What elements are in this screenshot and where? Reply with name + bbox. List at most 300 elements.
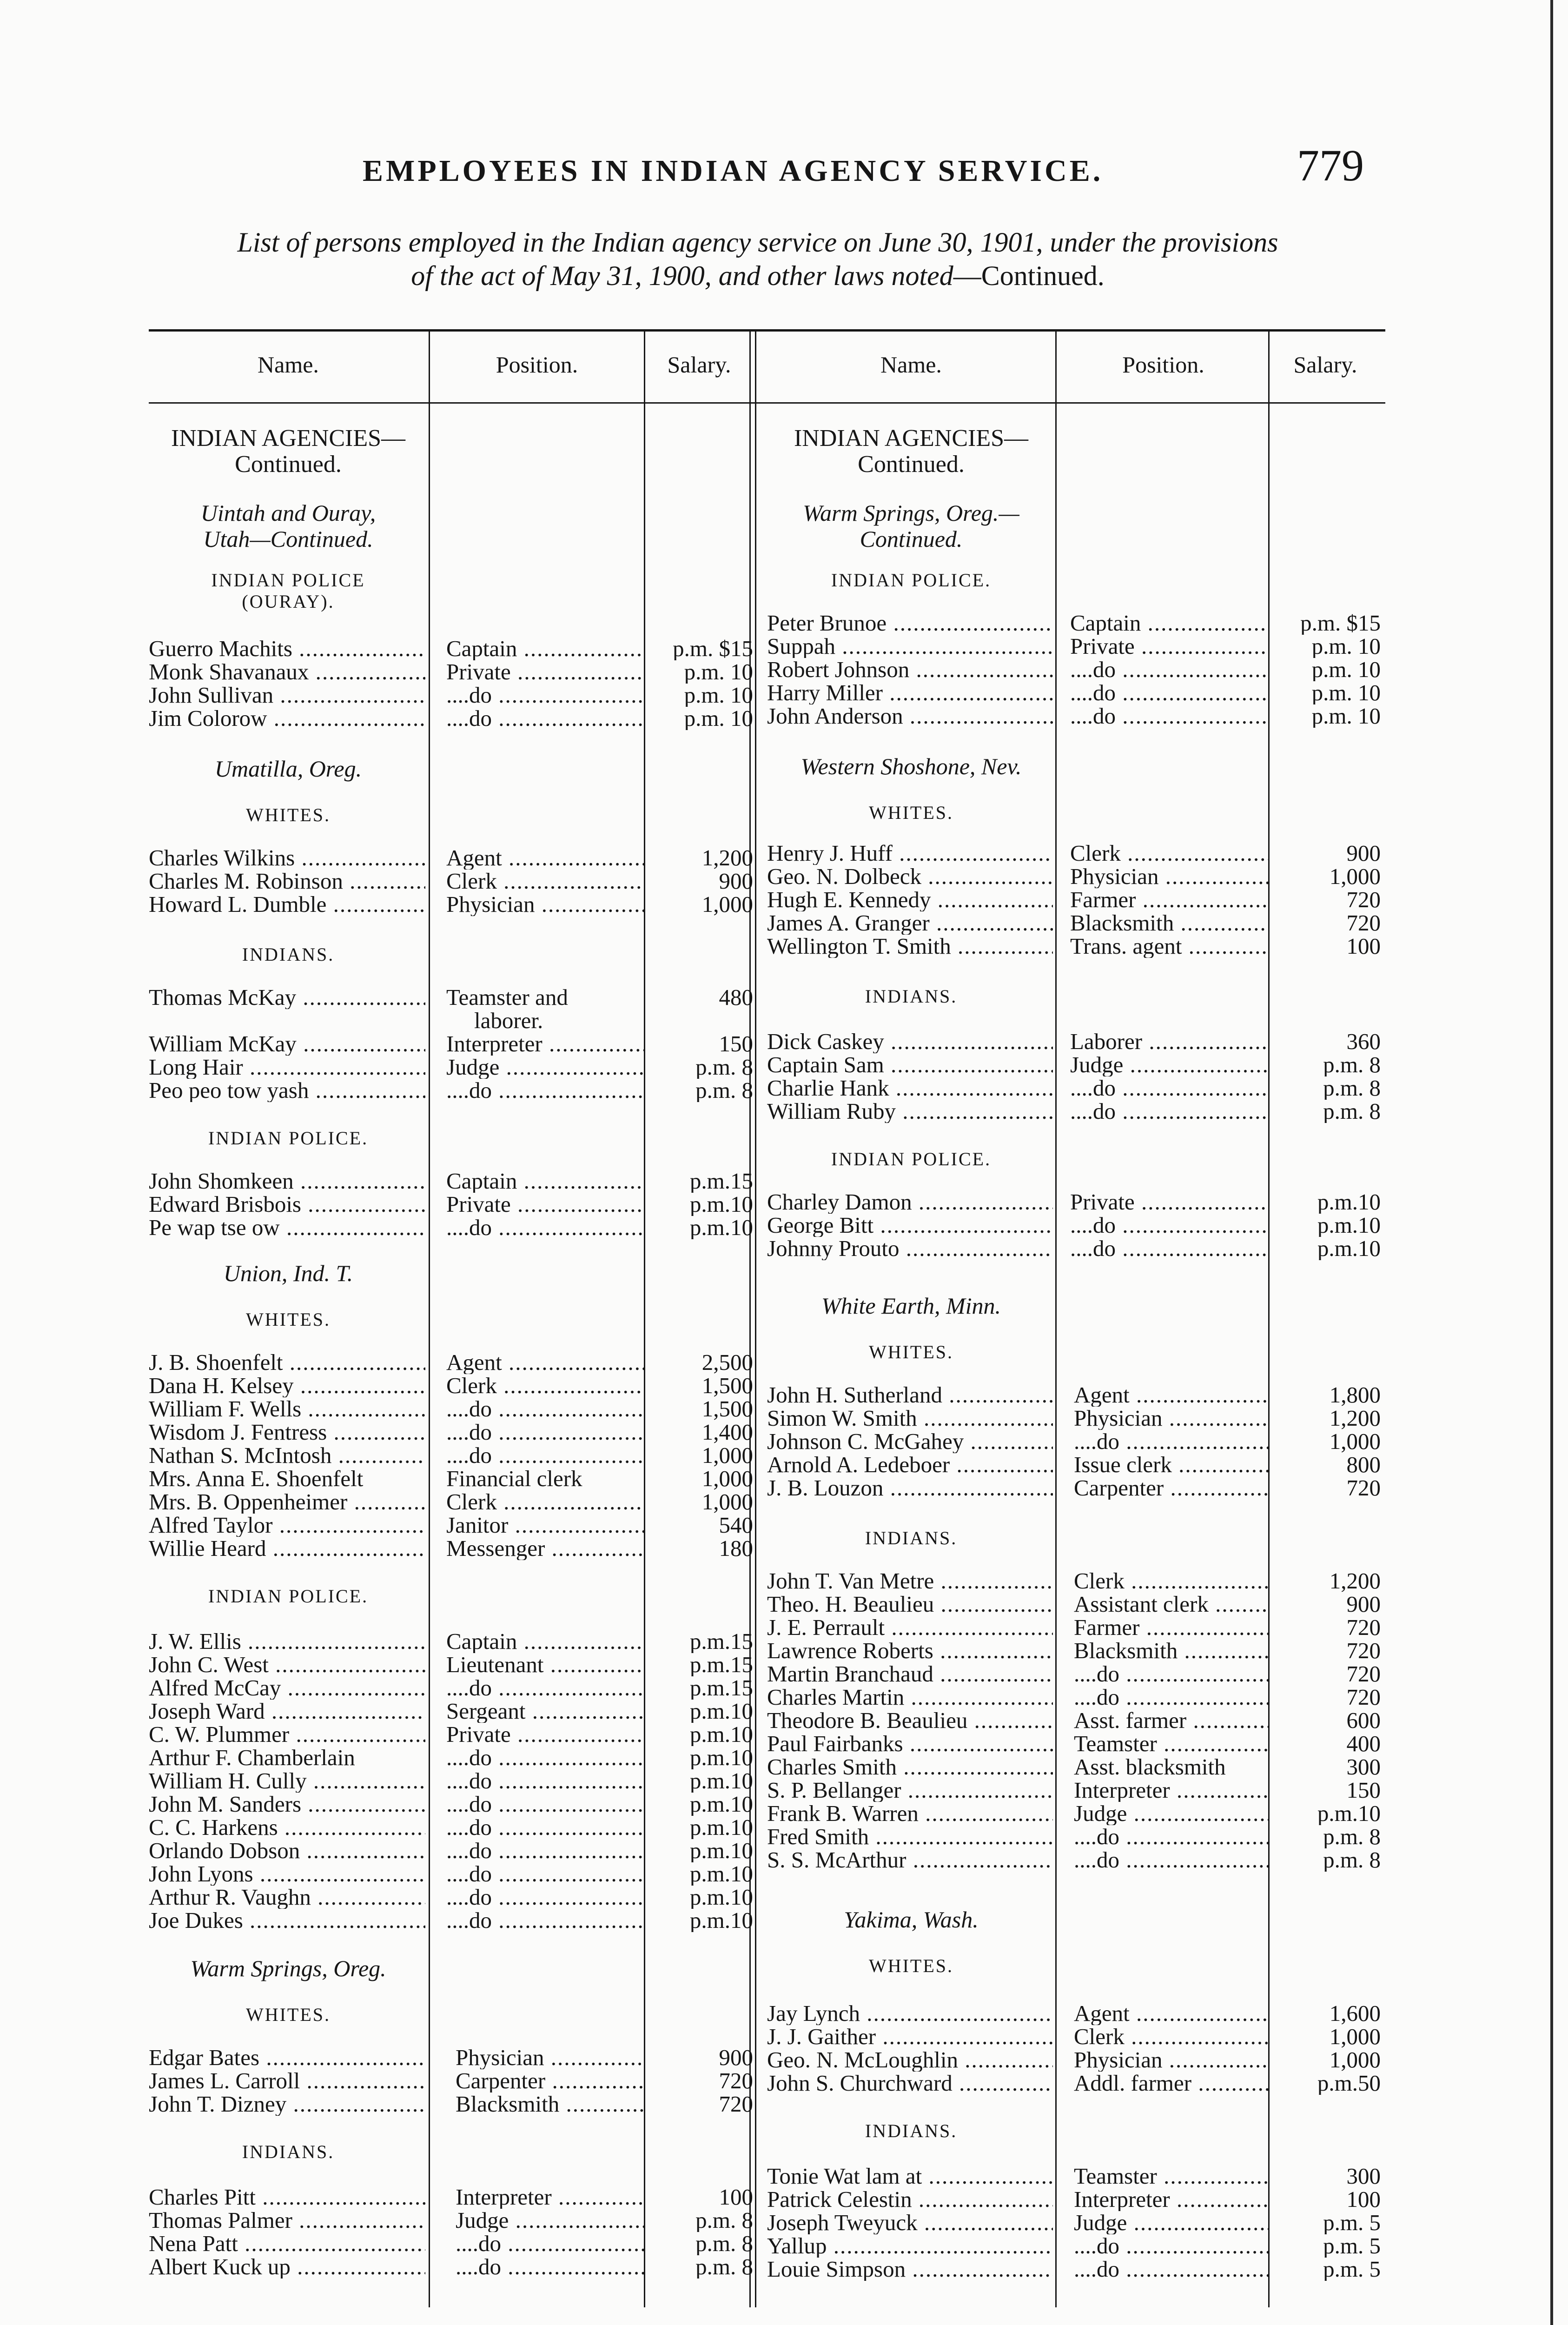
employee-name: Pe wap tse ow .....	[149, 1216, 425, 1239]
employee-salary: p.m.15	[689, 1169, 753, 1193]
employee-name: Charlie Hank .....	[767, 1076, 1053, 1100]
employee-position: ....do .....	[446, 1839, 644, 1862]
employee-name: Nena Patt .....	[149, 2232, 425, 2255]
employee-position: Blacksmith .....	[1070, 911, 1269, 935]
employee-name: Theodore B. Beaulieu .....	[767, 1709, 1053, 1732]
employee-position: ....do .....	[1074, 1430, 1269, 1453]
agency-heading-line-1: INDIAN AGENCIES—	[171, 425, 406, 452]
employee-salary: 1,000	[701, 1467, 753, 1490]
place-heading-yakima: Yakima, Wash.	[844, 1906, 979, 1933]
page-edge	[1550, 0, 1553, 2325]
employee-name: Johnny Prouto .....	[767, 1237, 1053, 1260]
employee-salary: 720	[1346, 1639, 1381, 1662]
employee-salary: p.m.10	[689, 1816, 753, 1839]
employee-position: ....do .....	[1070, 1076, 1269, 1100]
employee-name: Arnold A. Ledeboer .....	[767, 1453, 1053, 1476]
employee-salary: p.m.15	[689, 1630, 753, 1653]
employee-position: ....do .....	[446, 1444, 644, 1467]
employee-salary: 180	[719, 1537, 753, 1560]
header-position: Position.	[1122, 352, 1204, 378]
employee-name: Suppah .....	[767, 635, 1053, 658]
header-name: Name.	[880, 352, 942, 378]
employee-salary: 1,000	[1329, 2048, 1381, 2072]
employee-salary: p.m.15	[689, 1653, 753, 1676]
employee-salary: p.m.10	[689, 1769, 753, 1793]
column-divider-right	[755, 331, 756, 2307]
group-heading-whites: WHITES.	[245, 804, 331, 825]
employee-salary: 1,200	[1329, 1569, 1381, 1593]
employee-position: Captain .....	[446, 1169, 644, 1193]
employee-salary: 1,000	[701, 1444, 753, 1467]
employee-salary: 360	[1346, 1030, 1381, 1053]
employee-salary: 1,000	[1329, 2025, 1381, 2048]
employee-name: Frank B. Warren .....	[767, 1802, 1053, 1825]
employee-position: ....do .....	[1070, 1214, 1269, 1237]
employee-salary: p.m. $15	[1300, 611, 1381, 635]
employee-salary: 1,500	[701, 1397, 753, 1421]
employee-salary: 1,200	[1329, 1407, 1381, 1430]
employee-position: Teamster .....	[1074, 2165, 1269, 2188]
employee-position: Farmer .....	[1070, 888, 1269, 911]
employee-name: Joe Dukes .....	[149, 1909, 425, 1932]
employee-position: ....do .....	[1074, 1686, 1269, 1709]
employee-position: Private .....	[1070, 635, 1269, 658]
employee-position: ....do .....	[446, 684, 644, 707]
employee-name: Joseph Ward .....	[149, 1700, 425, 1723]
employee-position: ....do .....	[446, 1079, 644, 1102]
employee-position: Asst. farmer .....	[1074, 1709, 1269, 1732]
employee-position: ....do .....	[446, 1909, 644, 1932]
employee-position: Blacksmith .....	[456, 2092, 644, 2116]
employee-position: Private .....	[446, 1193, 644, 1216]
place-heading-union: Union, Ind. T.	[223, 1260, 353, 1286]
group-heading-indian-police: INDIAN POLICE.	[208, 1586, 369, 1607]
caption-line-2-italic: of the act of May 31, 1900, and other laws noted	[411, 260, 953, 291]
left-column	[149, 326, 753, 2306]
employee-position: Private .....	[446, 660, 644, 684]
employee-salary: p.m.50	[1317, 2072, 1381, 2095]
employee-salary: 1,000	[1329, 1430, 1381, 1453]
place-heading-western-shoshone: Western Shoshone, Nev.	[801, 753, 1022, 779]
employee-salary: p.m. 10	[1311, 704, 1381, 728]
employee-position: ....do .....	[446, 1816, 644, 1839]
employee-salary: p.m. 10	[684, 660, 753, 684]
employee-salary: p.m. 10	[684, 707, 753, 730]
employee-salary: 400	[1346, 1732, 1381, 1755]
employee-salary: p.m.10	[1317, 1237, 1381, 1260]
group-heading-indians: INDIANS.	[865, 2120, 958, 2141]
employee-name: James L. Carroll .....	[149, 2069, 425, 2092]
employee-salary: p.m. 8	[695, 2209, 753, 2232]
employee-position: Judge .....	[456, 2209, 644, 2232]
employee-position: ....do .....	[446, 1746, 644, 1769]
group-heading-indians: INDIANS.	[242, 944, 335, 965]
employee-position: Financial clerk	[446, 1467, 582, 1490]
employee-position: Lieutenant .....	[446, 1653, 644, 1676]
employee-salary: p.m. 8	[695, 1056, 753, 1079]
employee-name: John Sullivan .....	[149, 684, 425, 707]
employee-name: Alfred McCay .....	[149, 1676, 425, 1700]
employee-salary: p.m.15	[689, 1676, 753, 1700]
header-position: Position.	[496, 352, 578, 378]
employee-position: ....do .....	[1070, 681, 1269, 704]
employee-position: ....do .....	[446, 1676, 644, 1700]
employee-name: Wellington T. Smith .....	[767, 935, 1053, 958]
employee-position: Interpreter .....	[1074, 2188, 1269, 2211]
employee-name: Patrick Celestin .....	[767, 2188, 1053, 2211]
employee-name: John T. Van Metre .....	[767, 1569, 1053, 1593]
employee-name: Peo peo tow yash .....	[149, 1079, 425, 1102]
employee-position: ....do .....	[456, 2255, 644, 2278]
employee-name: Captain Sam .....	[767, 1053, 1053, 1076]
employee-salary: 900	[719, 2046, 753, 2069]
employee-position: Teamster and	[446, 986, 568, 1009]
employee-position: ....do .....	[446, 1862, 644, 1886]
employee-position: ....do .....	[1074, 1825, 1269, 1848]
caption-line-1: List of persons employed in the Indian agency service on June 30, 1901, under the provisions	[237, 227, 1278, 258]
employee-salary: 150	[719, 1032, 753, 1056]
employee-salary: p.m. 10	[1311, 681, 1381, 704]
employee-position: Carpenter .....	[456, 2069, 644, 2092]
employee-position: Physician .....	[1070, 865, 1269, 888]
employee-name: Charley Damon .....	[767, 1190, 1053, 1214]
employee-name: Charles Smith .....	[767, 1755, 1053, 1779]
employee-salary: 720	[1346, 1616, 1381, 1639]
employee-salary: 720	[1346, 1686, 1381, 1709]
header-salary: Salary.	[667, 352, 731, 378]
right-column	[767, 326, 1381, 2306]
agency-heading-line-2: Continued.	[858, 451, 965, 478]
employee-position: Messenger .....	[446, 1537, 644, 1560]
employee-salary: p.m.10	[689, 1886, 753, 1909]
group-heading-whites: WHITES.	[245, 1309, 331, 1330]
employee-name: Howard L. Dumble .....	[149, 893, 425, 916]
employee-position: Private .....	[1070, 1190, 1269, 1214]
employee-position: ....do .....	[446, 1421, 644, 1444]
employee-salary: 100	[1346, 2188, 1381, 2211]
employee-name: Alfred Taylor .....	[149, 1514, 425, 1537]
employee-position: ....do .....	[1074, 2258, 1269, 2281]
employee-position: Agent .....	[1074, 2002, 1269, 2025]
group-heading-whites: WHITES.	[868, 1342, 954, 1362]
employee-salary: p.m. 8	[1323, 1100, 1381, 1123]
employee-name: Willie Heard .....	[149, 1537, 425, 1560]
group-heading-indians: INDIANS.	[865, 986, 958, 1007]
employee-position: Agent .....	[1074, 1383, 1269, 1407]
group-heading-indians: INDIANS.	[865, 1528, 958, 1548]
employee-name: William F. Wells .....	[149, 1397, 425, 1421]
employee-salary: p.m.10	[689, 1216, 753, 1239]
employee-name: Louie Simpson .....	[767, 2258, 1053, 2281]
place-heading-line-2: Utah—Continued.	[203, 526, 373, 552]
employee-position: ....do .....	[446, 1397, 644, 1421]
employee-position: Carpenter .....	[1074, 1476, 1269, 1500]
employee-position: Judge .....	[1074, 2211, 1269, 2234]
employee-name: Tonie Wat lam at .....	[767, 2165, 1053, 2188]
employee-position: Asst. blacksmith	[1074, 1755, 1226, 1779]
employee-position: Janitor .....	[446, 1514, 644, 1537]
employee-position: Clerk .....	[446, 870, 644, 893]
employee-salary: p.m. 8	[695, 2255, 753, 2278]
employee-position: Clerk .....	[446, 1374, 644, 1397]
group-heading-whites: WHITES.	[868, 802, 954, 823]
employee-position: Physician .....	[446, 893, 644, 916]
employee-name: Long Hair .....	[149, 1056, 425, 1079]
employee-name: James A. Granger .....	[767, 911, 1053, 935]
employee-salary: p.m. 8	[695, 2232, 753, 2255]
place-heading-warm-springs: Warm Springs, Oreg.	[190, 1955, 386, 1981]
employee-name: Charles Pitt .....	[149, 2186, 425, 2209]
employee-position: Interpreter .....	[446, 1032, 644, 1056]
employee-name: Martin Branchaud .....	[767, 1662, 1053, 1686]
employee-name: Hugh E. Kennedy .....	[767, 888, 1053, 911]
header-salary: Salary.	[1293, 352, 1357, 378]
employee-name: William H. Cully .....	[149, 1769, 425, 1793]
employee-salary: 1,200	[701, 846, 753, 870]
employee-position: Interpreter .....	[1074, 1779, 1269, 1802]
employee-salary: 1,000	[701, 1490, 753, 1514]
employee-position: Teamster .....	[1074, 1732, 1269, 1755]
employee-position-continued: laborer.	[474, 1009, 543, 1032]
employee-position: Judge .....	[1074, 1802, 1269, 1825]
employee-name: John C. West .....	[149, 1653, 425, 1676]
employee-position: Sergeant .....	[446, 1700, 644, 1723]
employee-position: ....do .....	[446, 1793, 644, 1816]
employee-position: ....do .....	[446, 707, 644, 730]
employee-name: S. S. McArthur .....	[767, 1848, 1053, 1872]
employee-name: Mrs. B. Oppenheimer .....	[149, 1490, 425, 1514]
employee-position: ....do .....	[1074, 1662, 1269, 1686]
employee-position: ....do .....	[446, 1216, 644, 1239]
group-heading-line-1: INDIAN POLICE	[211, 570, 365, 591]
place-heading-line-2: Continued.	[860, 526, 963, 552]
employee-position: Laborer .....	[1070, 1030, 1269, 1053]
employee-name: John Anderson .....	[767, 704, 1053, 728]
place-heading-umatilla: Umatilla, Oreg.	[214, 756, 362, 782]
employee-name: Yallup .....	[767, 2234, 1053, 2258]
employee-name: John S. Churchward .....	[767, 2072, 1053, 2095]
employee-salary: 600	[1346, 1709, 1381, 1732]
employee-position: Issue clerk .....	[1074, 1453, 1269, 1476]
page-number: 779	[1297, 140, 1364, 190]
employee-name: Albert Kuck up .....	[149, 2255, 425, 2278]
employee-salary: p.m.10	[1317, 1190, 1381, 1214]
employee-position: Agent .....	[446, 1351, 644, 1374]
employee-name: Wisdom J. Fentress .....	[149, 1421, 425, 1444]
employee-salary: p.m.10	[689, 1746, 753, 1769]
employee-name: Nathan S. McIntosh .....	[149, 1444, 425, 1467]
place-heading-line-1: Uintah and Ouray,	[200, 500, 376, 526]
employee-salary: 1,000	[701, 893, 753, 916]
place-heading-white-earth: White Earth, Minn.	[821, 1293, 1001, 1319]
employee-salary: p.m. 10	[1311, 635, 1381, 658]
employee-name: Peter Brunoe .....	[767, 611, 1053, 635]
employee-position: Farmer .....	[1074, 1616, 1269, 1639]
employee-name: William Ruby .....	[767, 1100, 1053, 1123]
caption-line-2-suffix: —Continued.	[953, 260, 1105, 291]
employee-position: ....do .....	[1070, 704, 1269, 728]
employee-name: S. P. Bellanger .....	[767, 1779, 1053, 1802]
employee-position: Blacksmith .....	[1074, 1639, 1269, 1662]
employee-position: ....do .....	[456, 2232, 644, 2255]
employee-position: ....do .....	[446, 1769, 644, 1793]
employee-salary: p.m.10	[689, 1723, 753, 1746]
employee-name: Charles Wilkins .....	[149, 846, 425, 870]
employee-position: Clerk .....	[1074, 2025, 1269, 2048]
table-caption	[139, 226, 1376, 292]
group-heading-line-2: (OURAY).	[242, 591, 335, 612]
employee-salary: 720	[1346, 888, 1381, 911]
employee-salary: 900	[719, 870, 753, 893]
employee-name: Thomas McKay .....	[149, 986, 425, 1009]
employee-name: Johnson C. McGahey .....	[767, 1430, 1053, 1453]
employee-name: Dick Caskey .....	[767, 1030, 1053, 1053]
employee-name: George Bitt .....	[767, 1214, 1053, 1237]
employee-salary: p.m.10	[689, 1793, 753, 1816]
employee-position: ....do .....	[446, 1886, 644, 1909]
employee-salary: p.m.10	[1317, 1802, 1381, 1825]
employee-salary: p.m. 8	[695, 1079, 753, 1102]
employee-salary: 720	[1346, 1476, 1381, 1500]
employee-name: Mrs. Anna E. Shoenfelt	[149, 1467, 364, 1490]
employee-salary: p.m. 8	[1323, 1076, 1381, 1100]
place-heading-warm-springs-continued	[767, 500, 1055, 552]
employee-name: Theo. H. Beaulieu .....	[767, 1593, 1053, 1616]
employee-position: Judge .....	[1070, 1053, 1269, 1076]
group-heading-whites: WHITES.	[868, 1955, 954, 1976]
employee-position: ....do .....	[1074, 1848, 1269, 1872]
employee-name: Lawrence Roberts .....	[767, 1639, 1053, 1662]
employee-name: Edgar Bates .....	[149, 2046, 425, 2069]
employee-salary: p.m. 10	[684, 684, 753, 707]
employee-position: Captain .....	[446, 1630, 644, 1653]
employee-name: Guerro Machits .....	[149, 637, 425, 660]
employee-salary: p.m. 5	[1323, 2234, 1381, 2258]
employee-salary: p.m.10	[689, 1839, 753, 1862]
employee-name: Henry J. Huff .....	[767, 842, 1053, 865]
employee-salary: 300	[1346, 2165, 1381, 2188]
employee-salary: 150	[1346, 1779, 1381, 1802]
employee-salary: p.m. 5	[1323, 2211, 1381, 2234]
employee-position: ....do .....	[1070, 1100, 1269, 1123]
group-heading-indian-police: INDIAN POLICE.	[831, 1149, 992, 1169]
employee-salary: 1,800	[1329, 1383, 1381, 1407]
employee-salary: 300	[1346, 1755, 1381, 1779]
employee-salary: 800	[1346, 1453, 1381, 1476]
employee-name: C. C. Harkens .....	[149, 1816, 425, 1839]
employee-name: John Lyons .....	[149, 1862, 425, 1886]
employee-name: John M. Sanders .....	[149, 1793, 425, 1816]
caption-line-2	[139, 259, 1376, 292]
employee-position: Captain .....	[1070, 611, 1269, 635]
agency-heading-line-1: INDIAN AGENCIES—	[794, 425, 1029, 452]
place-heading-uintah	[149, 500, 428, 552]
employee-salary: 720	[719, 2069, 753, 2092]
employee-name: J. B. Shoenfelt .....	[149, 1351, 425, 1374]
employee-name: Paul Fairbanks .....	[767, 1732, 1053, 1755]
employee-name: Robert Johnson .....	[767, 658, 1053, 681]
employee-name: Jay Lynch .....	[767, 2002, 1053, 2025]
employee-name: John H. Sutherland .....	[767, 1383, 1053, 1407]
employee-name: Arthur F. Chamberlain	[149, 1746, 355, 1769]
group-heading-indian-police-ouray	[149, 570, 428, 612]
employee-name: C. W. Plummer .....	[149, 1723, 425, 1746]
employee-name: John Shomkeen .....	[149, 1169, 425, 1193]
employee-name: J. E. Perrault .....	[767, 1616, 1053, 1639]
employee-name: Edward Brisbois .....	[149, 1193, 425, 1216]
employee-position: ....do .....	[1070, 1237, 1269, 1260]
employee-salary: p.m. 10	[1311, 658, 1381, 681]
employee-salary: 900	[1346, 1593, 1381, 1616]
employee-salary: 100	[719, 2186, 753, 2209]
employee-salary: 1,400	[701, 1421, 753, 1444]
employee-salary: 2,500	[701, 1351, 753, 1374]
employee-position: Addl. farmer .....	[1074, 2072, 1269, 2095]
group-heading-indian-police: INDIAN POLICE.	[208, 1128, 369, 1149]
employee-position: Physician .....	[1074, 1407, 1269, 1430]
employee-name: Charles Martin .....	[767, 1686, 1053, 1709]
employee-name: Geo. N. McLoughlin .....	[767, 2048, 1053, 2072]
employee-position: Physician .....	[1074, 2048, 1269, 2072]
employee-name: William McKay .....	[149, 1032, 425, 1056]
employee-name: Jim Colorow .....	[149, 707, 425, 730]
employee-position: ....do .....	[1070, 658, 1269, 681]
employee-salary: p.m.10	[689, 1700, 753, 1723]
employee-salary: p.m. 8	[1323, 1053, 1381, 1076]
employee-salary: 100	[1346, 935, 1381, 958]
employee-name: Monk Shavanaux .....	[149, 660, 425, 684]
employee-name: Joseph Tweyuck .....	[767, 2211, 1053, 2234]
employee-salary: 720	[719, 2092, 753, 2116]
group-heading-whites: WHITES.	[245, 2004, 331, 2025]
employee-name: Dana H. Kelsey .....	[149, 1374, 425, 1397]
employee-salary: p.m. 5	[1323, 2258, 1381, 2281]
employee-salary: 720	[1346, 911, 1381, 935]
employee-name: J. J. Gaither .....	[767, 2025, 1053, 2048]
employee-position: ....do .....	[1074, 2234, 1269, 2258]
header-name: Name.	[258, 352, 319, 378]
employee-name: Geo. N. Dolbeck .....	[767, 865, 1053, 888]
employee-position: Agent .....	[446, 846, 644, 870]
group-heading-indian-police: INDIAN POLICE.	[831, 570, 992, 591]
employee-salary: p.m. $15	[673, 637, 753, 660]
employee-name: J. W. Ellis .....	[149, 1630, 425, 1653]
employee-salary: 1,500	[701, 1374, 753, 1397]
employee-salary: p.m. 8	[1323, 1848, 1381, 1872]
employee-salary: 1,000	[1329, 865, 1381, 888]
page-header	[0, 140, 1568, 195]
employee-position: Judge .....	[446, 1056, 644, 1079]
place-heading-line-1: Warm Springs, Oreg.—	[803, 500, 1019, 526]
employee-salary: p.m.10	[689, 1193, 753, 1216]
employee-position: Captain .....	[446, 637, 644, 660]
employee-salary: p.m. 8	[1323, 1825, 1381, 1848]
employee-salary: p.m.10	[689, 1909, 753, 1932]
employee-salary: 900	[1346, 842, 1381, 865]
agency-heading	[149, 425, 428, 478]
employee-name: John T. Dizney .....	[149, 2092, 425, 2116]
employee-name: Charles M. Robinson .....	[149, 870, 425, 893]
employee-position: Trans. agent .....	[1070, 935, 1269, 958]
employee-position: Interpreter .....	[456, 2186, 644, 2209]
employee-name: J. B. Louzon .....	[767, 1476, 1053, 1500]
employee-position: Clerk .....	[1074, 1569, 1269, 1593]
agency-heading	[767, 425, 1055, 478]
employee-salary: p.m.10	[1317, 1214, 1381, 1237]
employee-salary: 1,600	[1329, 2002, 1381, 2025]
employee-salary: p.m.10	[689, 1862, 753, 1886]
employee-salary: 720	[1346, 1662, 1381, 1686]
